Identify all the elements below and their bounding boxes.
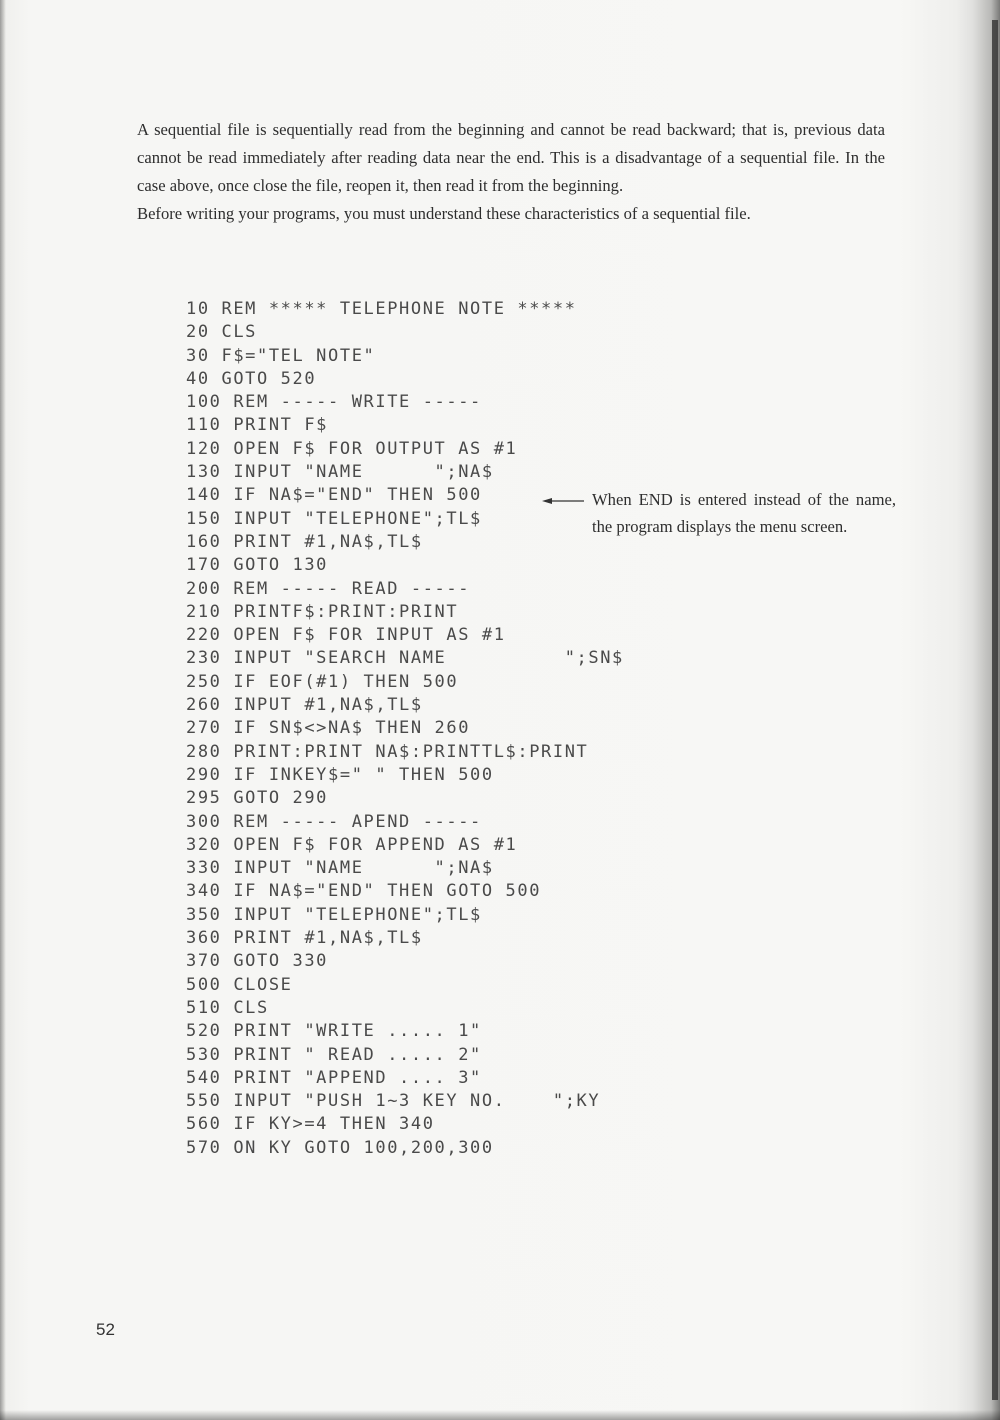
- code-line: 360 PRINT #1,NA$,TL$: [186, 928, 423, 949]
- code-line: 110 PRINT F$: [186, 415, 329, 436]
- code-line: 570 ON KY GOTO 100,200,300: [186, 1137, 494, 1158]
- code-line: 330 INPUT "NAME ";NA$: [186, 858, 494, 879]
- code-line: 170 GOTO 130: [186, 555, 329, 576]
- code-line: 520 PRINT "WRITE ..... 1": [186, 1021, 482, 1042]
- code-line: 500 CLOSE: [186, 974, 293, 995]
- code-line: 560 IF KY>=4 THEN 340: [186, 1114, 435, 1135]
- code-line: 120 OPEN F$ FOR OUTPUT AS #1: [186, 438, 518, 459]
- code-line: 340 IF NA$="END" THEN GOTO 500: [186, 881, 542, 902]
- code-line: 220 OPEN F$ FOR INPUT AS #1: [186, 625, 506, 646]
- code-line: 140 IF NA$="END" THEN 500: [186, 485, 482, 506]
- page-bottom-edge: [0, 1410, 1000, 1420]
- code-line: 10 REM ***** TELEPHONE NOTE *****: [186, 299, 577, 319]
- left-arrow-icon: [542, 497, 584, 505]
- code-line: 370 GOTO 330: [186, 951, 329, 972]
- body-text: [137, 116, 885, 228]
- code-line: 200 REM ----- READ -----: [186, 578, 471, 599]
- margin-note: When END is entered instead of the name, the program displays the menu screen.: [592, 490, 896, 536]
- code-line: 210 PRINTF$:PRINT:PRINT: [186, 601, 459, 622]
- code-line: 550 INPUT "PUSH 1~3 KEY NO. ";KY: [186, 1091, 601, 1112]
- paragraph-characteristics: Before writing your programs, you must understand these characteristics of a sequential file.: [137, 204, 751, 223]
- basic-program-listing: [186, 298, 624, 1160]
- code-line: 540 PRINT "APPEND .... 3": [186, 1067, 482, 1088]
- code-line: 295 GOTO 290: [186, 788, 329, 809]
- code-line: 320 OPEN F$ FOR APPEND AS #1: [186, 834, 518, 855]
- code-line: 530 PRINT " READ ..... 2": [186, 1044, 482, 1065]
- code-line: 40 GOTO 520: [186, 368, 317, 389]
- paragraph-sequential-file: A sequential file is sequentially read from the beginning and cannot be read backward; that is, previous data cannot be read immediately after reading data near the end. This is a disadvantage of a sequential file. In the case above, once close the file, reopen it, then read it from the beginning.: [137, 120, 885, 195]
- code-line: 100 REM ----- WRITE -----: [186, 392, 482, 413]
- code-line: 20 CLS: [186, 322, 258, 343]
- code-line: 350 INPUT "TELEPHONE";TL$: [186, 904, 482, 925]
- page-left-edge: [0, 0, 6, 1420]
- code-line: 290 IF INKEY$=" " THEN 500: [186, 764, 494, 785]
- code-line: 260 INPUT #1,NA$,TL$: [186, 695, 423, 716]
- code-line: 270 IF SN$<>NA$ THEN 260: [186, 718, 471, 739]
- code-line: 130 INPUT "NAME ";NA$: [186, 462, 494, 483]
- code-line: 250 IF EOF(#1) THEN 500: [186, 671, 459, 692]
- code-line: 150 INPUT "TELEPHONE";TL$: [186, 508, 482, 529]
- code-line: 230 INPUT "SEARCH NAME ";SN$: [186, 648, 624, 669]
- page-number: 52: [96, 1320, 115, 1339]
- code-line: 160 PRINT #1,NA$,TL$: [186, 531, 423, 552]
- code-line: 30 F$="TEL NOTE": [186, 345, 376, 366]
- code-line: 280 PRINT:PRINT NA$:PRINTTL$:PRINT: [186, 741, 589, 762]
- book-binding-edge: [956, 0, 1000, 1420]
- code-line: 300 REM ----- APEND -----: [186, 811, 482, 832]
- code-line: 510 CLS: [186, 997, 269, 1018]
